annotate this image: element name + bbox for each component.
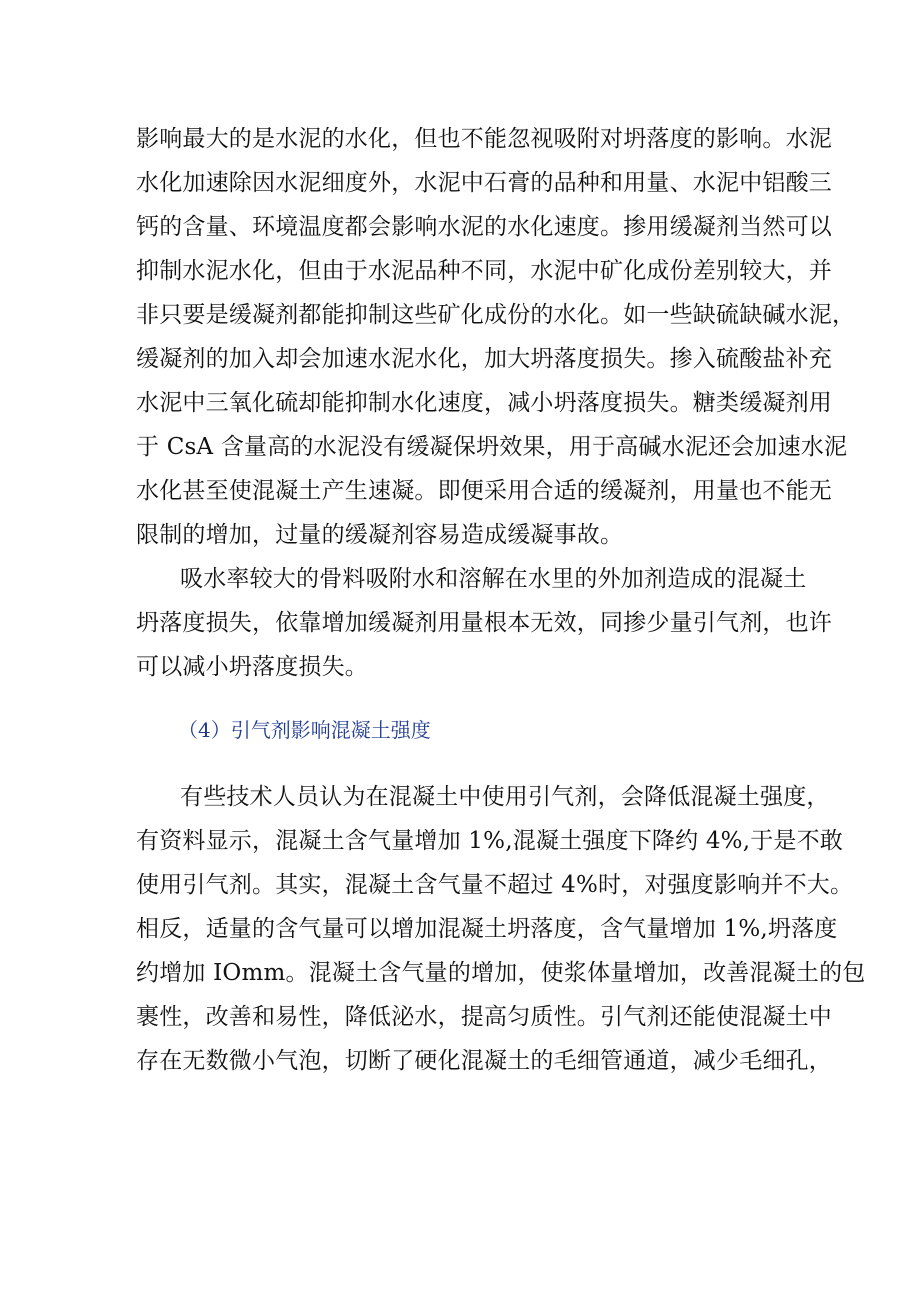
paragraph-3-line-4: 相反，适量的含气量可以增加混凝土坍落度，含气量增加 1%,坍落度: [136, 916, 838, 942]
paragraph-3-line-7: 存在无数微小气泡，切断了硬化混凝土的毛细管通道，减少毛细孔，: [136, 1048, 832, 1074]
paragraph-3-line-1: 有些技术人员认为在混凝土中使用引气剂，会降低混凝土强度，: [180, 784, 830, 810]
paragraph-1-line-1: 影响最大的是水泥的水化，但也不能忽视吸附对坍落度的影响。水泥: [136, 126, 832, 152]
paragraph-1-line-6: 缓凝剂的加入却会加速水泥水化，加大坍落度损失。掺入硫酸盐补充: [136, 346, 832, 372]
paragraph-3-line-5: 约增加 IOmm。混凝土含气量的增加，使浆体量增加，改善混凝土的包: [136, 960, 866, 986]
paragraph-2-line-3: 可以减小坍落度损失。: [136, 654, 368, 680]
paragraph-1-line-7: 水泥中三氧化硫却能抑制水化速度，减小坍落度损失。糖类缓凝剂用: [136, 390, 832, 416]
paragraph-1-line-3: 钙的含量、环境温度都会影响水泥的水化速度。掺用缓凝剂当然可以: [136, 214, 832, 240]
paragraph-3-line-2: 有资料显示，混凝土含气量增加 1%,混凝土强度下降约 4%,于是不敢: [136, 828, 844, 854]
paragraph-1-line-5: 非只要是缓凝剂都能抑制这些矿化成份的水化。如一些缺硫缺碱水泥，: [136, 302, 856, 328]
paragraph-1-line-2: 水化加速除因水泥细度外，水泥中石膏的品种和用量、水泥中铝酸三: [136, 170, 832, 196]
paragraph-3-line-6: 裹性，改善和易性，降低泌水，提高匀质性。引气剂还能使混凝土中: [136, 1004, 832, 1030]
paragraph-2-line-1: 吸水率较大的骨料吸附水和溶解在水里的外加剂造成的混凝土: [180, 566, 807, 592]
paragraph-1-line-8: 于 CsA 含量高的水泥没有缓凝保坍效果，用于高碱水泥还会加速水泥: [136, 434, 848, 460]
paragraph-3-line-3: 使用引气剂。其实，混凝土含气量不超过 4%时，对强度影响并不大。: [136, 872, 854, 898]
paragraph-1-line-4: 抑制水泥水化，但由于水泥品种不同，水泥中矿化成份差别较大，并: [136, 258, 832, 284]
paragraph-1-line-10: 限制的增加，过量的缓凝剂容易造成缓凝事故。: [136, 522, 624, 548]
paragraph-1-line-9: 水化甚至使混凝土产生速凝。即便采用合适的缓凝剂，用量也不能无: [136, 478, 832, 504]
paragraph-2-line-2: 坍落度损失，依靠增加缓凝剂用量根本无效，同掺少量引气剂，也许: [136, 610, 832, 636]
section-heading: （4）引气剂影响混凝土强度: [178, 718, 431, 742]
